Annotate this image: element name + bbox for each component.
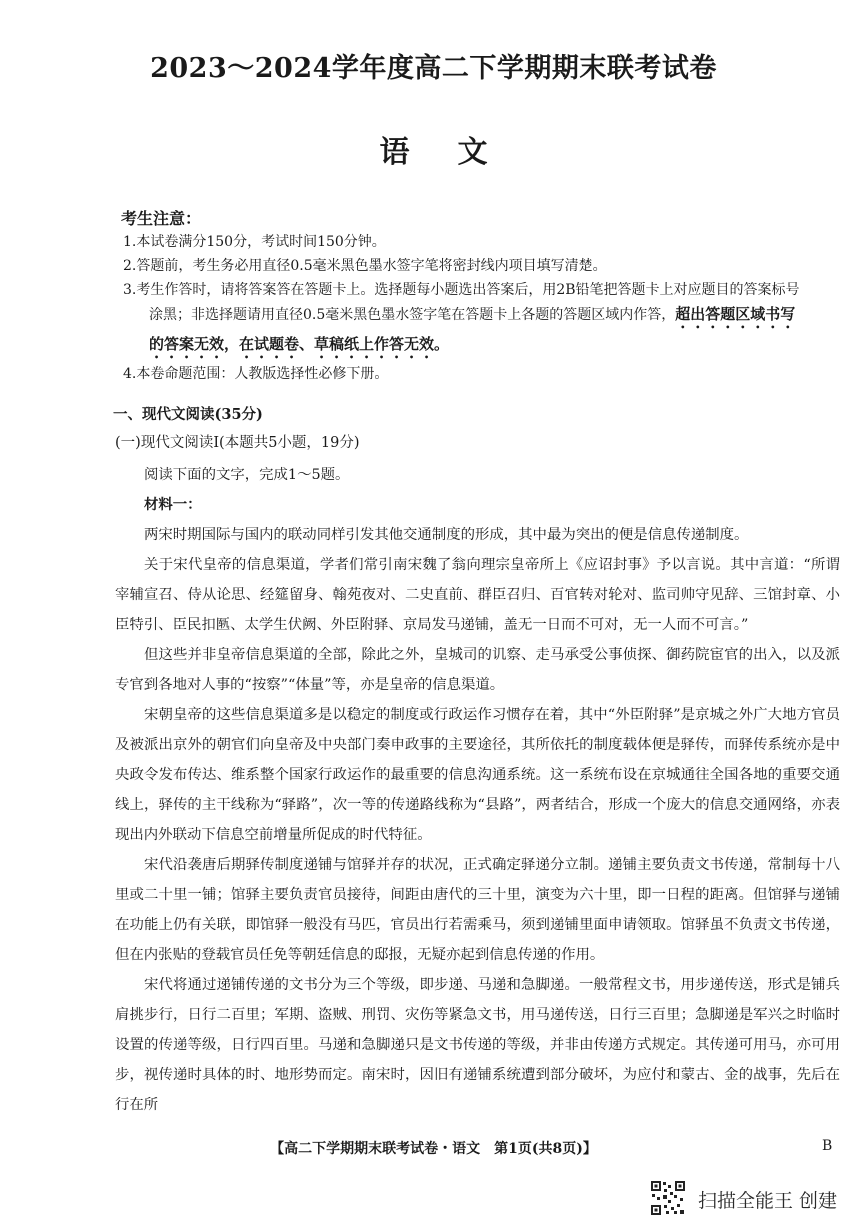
paper-version-letter: B	[822, 1138, 833, 1154]
notice-emphasis-1: 超出答题区域书写	[675, 305, 796, 323]
exam-title: 2023～2024学年度高二下学期期末联考试卷	[150, 53, 717, 84]
instruction-text: 阅读下面的文字，完成1～5题。	[144, 467, 350, 483]
candidate-notice	[123, 208, 843, 386]
section-heading: 一、现代文阅读(35分)	[113, 406, 263, 423]
page-footer: 【高二下学期期末联考试卷・语文 第1页(共8页)】	[270, 1141, 597, 1157]
material-label: 材料一：	[144, 496, 202, 513]
notice-item-1: 1.本试卷满分150分，考试时间150分钟。	[123, 234, 386, 250]
notice-item-4: 4.本卷命题范围：人教版选择性必修下册。	[123, 366, 389, 382]
scanner-watermark	[650, 1180, 860, 1220]
notice-heading: 考生注意：	[121, 209, 202, 228]
qr-code-icon	[650, 1180, 686, 1216]
paragraph: 关于宋代皇帝的信息渠道，学者们常引南宋魏了翁向理宗皇帝所上《应诏封事》予以言说。其中言道：“所谓宰辅宣召、侍从论思、经筵留身、翰苑夜对、二史直前、群臣召归、百官转对轮对、监司帅守见辞、三馆封章、小臣特引、臣民扣匦、太学生伏阙、外臣附驿、京局发马递铺，盖无一日而不可对，无一人而不可言。”	[115, 557, 840, 633]
scanner-watermark-text: 扫描全能王 创建	[698, 1190, 838, 1212]
paragraph: 宋代将通过递铺传递的文书分为三个等级，即步递、马递和急脚递。一般常程文书，用步递传送，形式是铺兵肩挑步行，日行二百里；军期、盗贼、刑罚、灾伤等紧急文书，用马递传送，日行三百里；急脚递是军兴之时临时设置的传递等级，日行四百里。马递和急脚递只是文书传递的等级，并非由传递方式规定。其传递可用马，亦可用步，视传递时具体的时、地形势而定。南宋时，因旧有递铺系统遭到部分破坏，为应付和蒙古、金的战事，先后在行在所	[115, 977, 840, 1113]
paragraph: 两宋时期国际与国内的联动同样引发其他交通制度的形成，其中最为突出的便是信息传递制度。	[144, 527, 749, 543]
paragraph: 宋代沿袭唐后期驿传制度递铺与馆驿并存的状况，正式确定驿递分立制。递铺主要负责文书传递，常制每十八里或二十里一铺；馆驿主要负责官员接待，间距由唐代的三十里，演变为六十里，即一日程的距离。但馆驿与递铺在功能上仍有关联，即馆驿一般没有马匹，官员出行若需乘马，须到递铺里面申请领取。馆驿虽不负责文书传递，但在内张贴的登载官员任免等朝廷信息的邸报，无疑亦起到信息传递的作用。	[115, 857, 840, 963]
notice-item-3-plain: 涂黑；非选择题请用直径0.5毫米黑色墨水签字笔在答题卡上各题的答题区域内作答，	[149, 307, 676, 323]
subsection-heading: (一)现代文阅读Ⅰ(本题共5小题，19分)	[115, 435, 360, 451]
subject-title: 语文	[379, 135, 536, 170]
paragraph: 但这些并非皇帝信息渠道的全部，除此之外，皇城司的讥察、走马承受公事侦探、御药院宦官的出入，以及派专官到各地对人事的“按察”“体量”等，亦是皇帝的信息渠道。	[115, 647, 840, 693]
notice-emphasis-2: 的答案无效，在试题卷、草稿纸上作答无效。	[149, 335, 450, 353]
notice-item-3-end	[123, 332, 843, 362]
reading-section	[115, 404, 840, 1120]
notice-item-3-continued	[123, 302, 843, 332]
notice-item-2: 2.答题前，考生务必用直径0.5毫米黑色墨水签字笔将密封线内项目填写清楚。	[123, 258, 607, 274]
paragraph: 宋朝皇帝的这些信息渠道多是以稳定的制度或行政运作习惯存在着，其中“外臣附驿”是京城之外广大地方官员及被派出京外的朝官们向皇帝及中央部门奏申政事的主要途径，其所依托的制度载体便是驿传，而驿传系统亦是中央政令发布传达、维系整个国家行政运作的最重要的信息沟通系统。这一系统布设在京城通往全国各地的重要交通线上，驿传的主干线称为“驿路”，次一等的传递路线称为“县路”，两者结合，形成一个庞大的信息交通网络，亦表现出内外联动下信息空前增量所促成的时代特征。	[115, 707, 840, 843]
notice-item-3: 3.考生作答时，请将答案答在答题卡上。选择题每小题选出答案后，用2B铅笔把答题卡上对应题目的答案标号	[123, 282, 800, 298]
